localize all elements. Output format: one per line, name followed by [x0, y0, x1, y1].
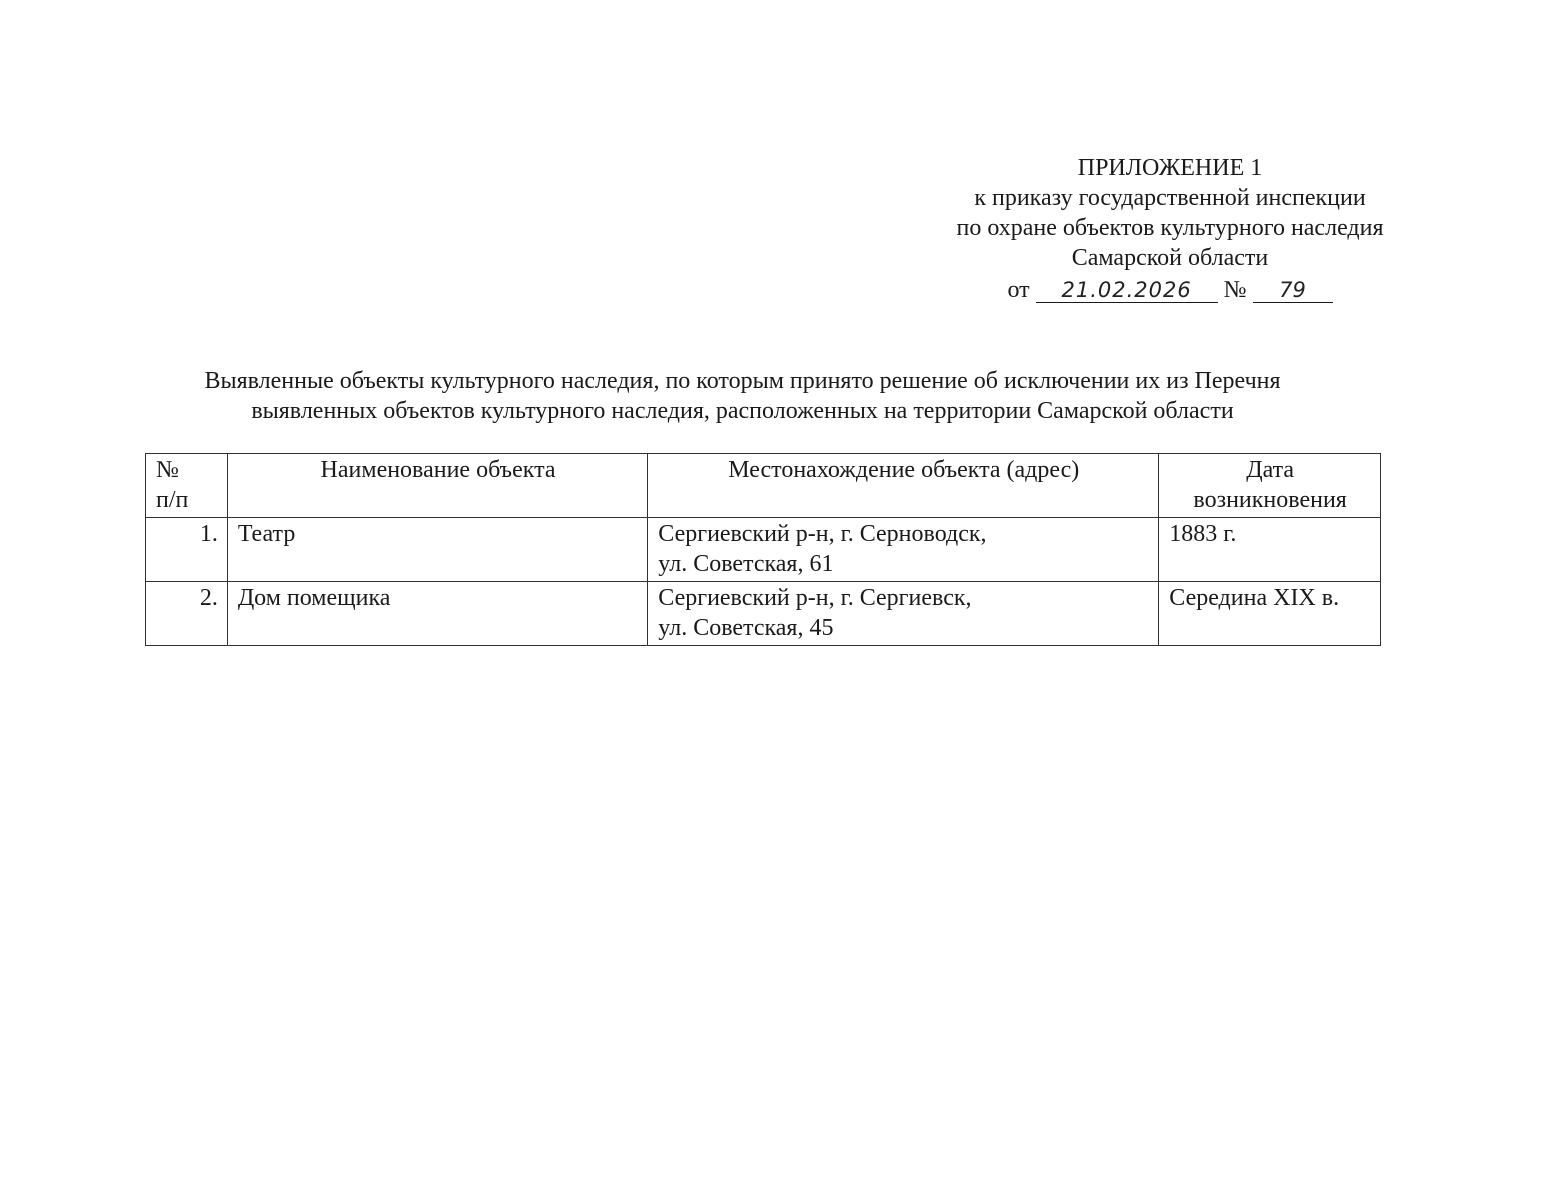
order-date-line	[920, 275, 1420, 305]
header-number: № п/п	[146, 454, 228, 518]
row-origin-date: Середина XIX в.	[1159, 582, 1381, 646]
appendix-line-2: по охране объектов культурного наследия	[956, 215, 1384, 241]
appendix-title: ПРИЛОЖЕНИЕ 1	[1077, 155, 1263, 181]
appendix-line-3: Самарской области	[1071, 245, 1269, 271]
row-object-name: Дом помещика	[227, 582, 647, 646]
row-address: Сергиевский р-н, г. Серноводск, ул. Советская, 61	[648, 518, 1159, 582]
row-address: Сергиевский р-н, г. Сергиевск, ул. Советская, 45	[648, 582, 1159, 646]
order-date-handwritten: 21.02.2026	[1036, 278, 1218, 303]
document-heading	[120, 366, 1365, 426]
table-header-row	[146, 454, 1381, 518]
header-origin-date: Дата возникновения	[1159, 454, 1381, 518]
order-number-handwritten: 79	[1253, 278, 1333, 303]
table-row	[146, 518, 1381, 582]
row-object-name: Театр	[227, 518, 647, 582]
appendix-line-1: к приказу государственной инспекции	[974, 185, 1366, 211]
number-prefix: №	[1223, 277, 1247, 303]
table-row	[146, 582, 1381, 646]
appendix-block	[920, 153, 1420, 305]
header-object-name: Наименование объекта	[227, 454, 647, 518]
heading-line-1: Выявленные объекты культурного наследия, по которым принято решение об исключении их из Перечня	[204, 368, 1281, 394]
date-prefix: от	[1007, 277, 1030, 303]
objects-table	[145, 453, 1381, 646]
row-origin-date: 1883 г.	[1159, 518, 1381, 582]
header-address: Местонахождение объекта (адрес)	[648, 454, 1159, 518]
heading-line-2: выявленных объектов культурного наследия, расположенных на территории Самарской области	[251, 398, 1234, 424]
row-number: 1.	[146, 518, 228, 582]
row-number: 2.	[146, 582, 228, 646]
